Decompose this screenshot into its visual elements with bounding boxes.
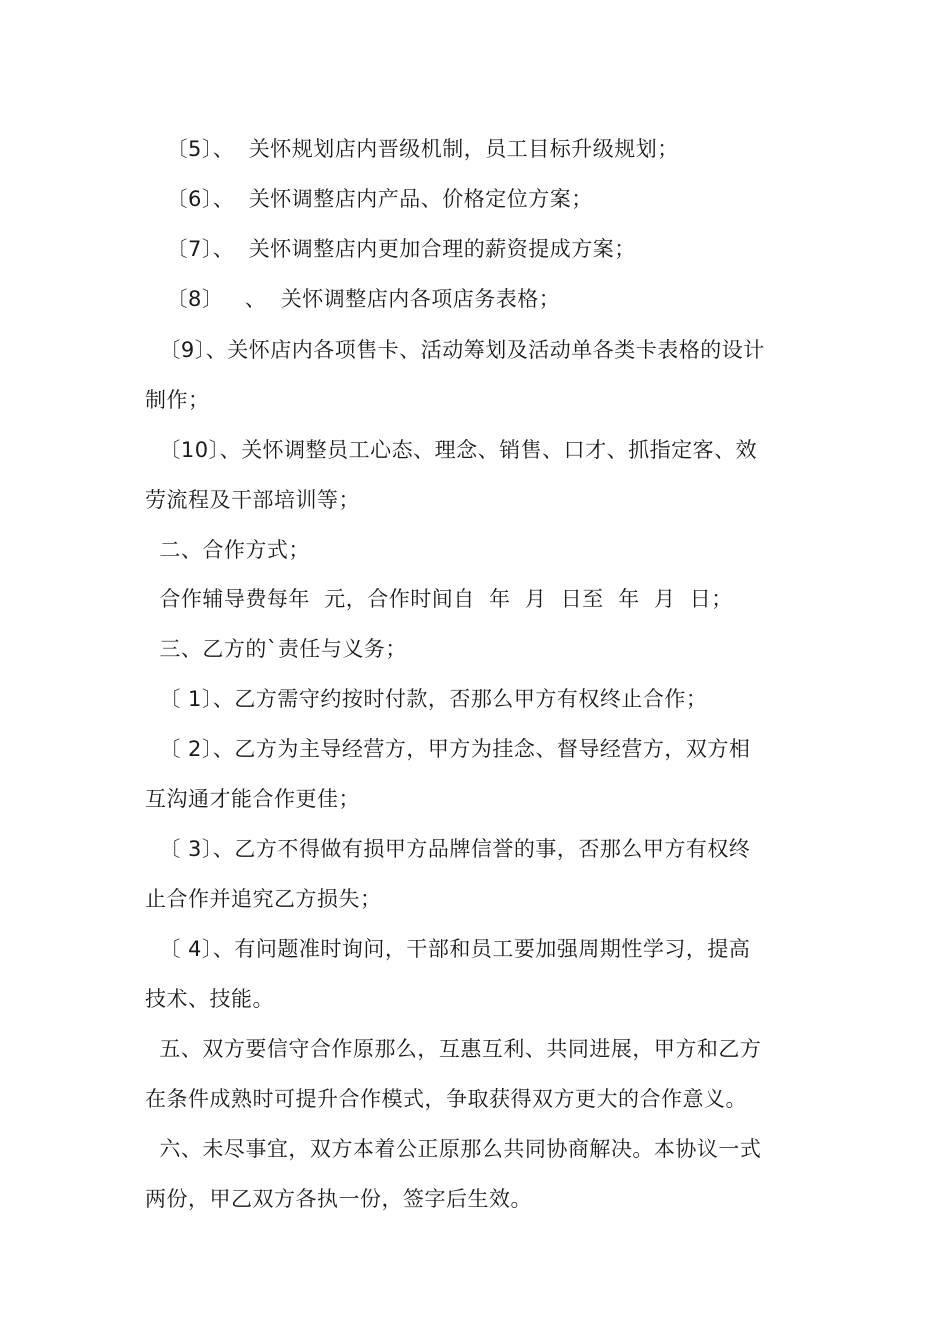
text-line: 技术、技能。 (145, 987, 274, 1011)
text-line: 〔6〕、 关怀调整店内产品、价格定位方案； (145, 187, 593, 211)
text-line: 止合作并追究乙方损失； (145, 887, 382, 911)
text-line: 劳流程及干部培训等； (145, 488, 360, 512)
text-line: 两份，甲乙双方各执一份，签字后生效。 (145, 1187, 532, 1211)
text-line: 〔7〕、 关怀调整店内更加合理的薪资提成方案； (145, 237, 636, 261)
text-line: 〔 3〕、乙方不得做有损甲方品牌信誉的事，否那么甲方有权终 (145, 837, 751, 861)
text-line: 〔5〕、 关怀规划店内晋级机制，员工目标升级规划； (145, 137, 679, 161)
text-line: 〔8〕 、 关怀调整店内各项店务表格； (145, 287, 561, 311)
text-line: 〔 1〕、乙方需守约按时付款，否那么甲方有权终止合作； (145, 687, 708, 711)
text-line: 合作辅导费每年 元，合作时间自 年 月 日至 年 月 日； (145, 587, 733, 611)
text-line: 〔 4〕、有问题准时询问，干部和员工要加强周期性学习，提高 (145, 937, 751, 961)
text-line: 〔 2〕、乙方为主导经营方，甲方为挂念、督导经营方，双方相 (145, 737, 751, 761)
text-line: 〔10〕、关怀调整员工心态、理念、销售、口才、抓指定客、效 (145, 438, 758, 462)
text-line: 五、双方要信守合作原那么，互惠互利、共同进展，甲方和乙方 (145, 1037, 762, 1061)
text-line: 六、未尽事宜，双方本着公正原那么共同协商解决。本协议一式 (145, 1137, 762, 1161)
text-line: 在条件成熟时可提升合作模式，争取获得双方更大的合作意义。 (145, 1087, 747, 1111)
text-line: 〔9〕、关怀店内各项售卡、活动筹划及活动单各类卡表格的设计 (145, 338, 765, 362)
text-line: 互沟通才能合作更佳； (145, 787, 360, 811)
text-line: 三、乙方的`责任与义务； (145, 637, 407, 661)
text-line: 二、合作方式； (145, 538, 310, 562)
text-line: 制作； (145, 388, 210, 412)
